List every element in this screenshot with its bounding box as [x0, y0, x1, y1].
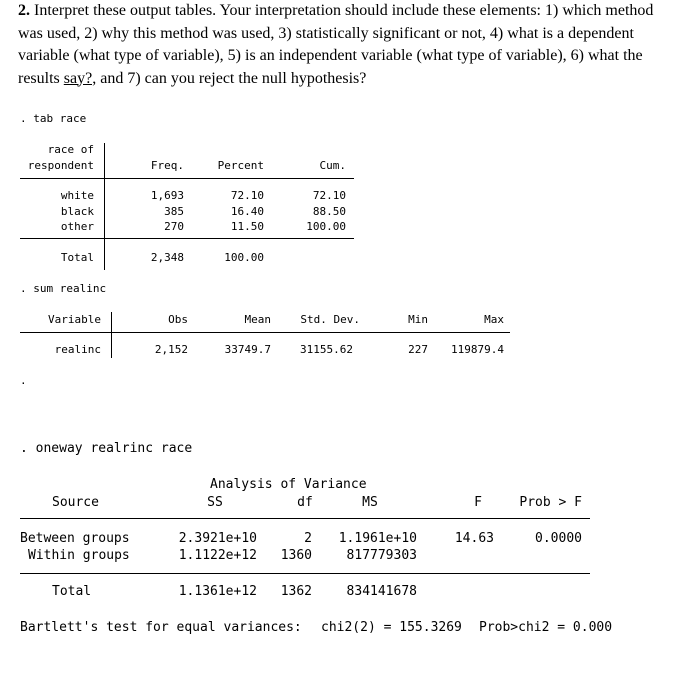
anova-col-df: df [297, 495, 313, 510]
tab-row-freq: 1,693 [150, 189, 184, 202]
bartlett-prob: Prob>chi2 = 0.000 [479, 620, 613, 635]
anova-within-df: 1360 [280, 548, 312, 563]
tab-row-percent: 11.50 [230, 220, 264, 233]
anova-between-f: 14.63 [454, 531, 494, 546]
bartlett-chi: chi2(2) = 155.3269 [321, 620, 462, 635]
anova-total-ss: 1.1361e+12 [178, 584, 257, 599]
tab-row-label: black [60, 205, 94, 218]
sum-col-sd: Std. Dev. [300, 313, 360, 326]
anova-col-prob: Prob > F [519, 495, 582, 510]
anova-total-df: 1362 [280, 584, 312, 599]
question-number: 2. [18, 2, 30, 19]
tab-total-percent: 100.00 [224, 251, 264, 264]
sum-header-rule [20, 332, 510, 333]
sum-col-min: Min [408, 313, 428, 326]
tab-col-cum: Cum. [319, 159, 346, 172]
sum-row-variable: realinc [54, 343, 101, 356]
question-tail: and 7) can you reject the null hypothesis? [100, 69, 367, 87]
anova-between-ss: 2.3921e+10 [178, 531, 257, 546]
anova-between-prob: 0.0000 [535, 531, 582, 546]
tab-row-percent: 16.40 [230, 205, 264, 218]
question-text [18, 0, 658, 90]
tab-row-label: white [60, 189, 94, 202]
tab-total-freq: 2,348 [150, 251, 184, 264]
anova-header-rule [20, 518, 590, 519]
tab-row-label: other [60, 220, 94, 233]
tab-col-freq: Freq. [150, 159, 184, 172]
anova-within-ss: 1.1122e+12 [178, 548, 257, 563]
tab-col-percent: Percent [217, 159, 264, 172]
bartlett-label: Bartlett's test for equal variances: [20, 620, 302, 635]
tab-total-rule [20, 238, 354, 239]
anova-total-ms: 834141678 [346, 584, 417, 599]
anova-between-ms: 1.1961e+10 [338, 531, 417, 546]
sum-row-obs: 2,152 [154, 343, 188, 356]
tab-row-cum: 72.10 [312, 189, 346, 202]
anova-col-f: F [474, 495, 482, 510]
tab-row-percent: 72.10 [230, 189, 264, 202]
anova-total-rule [20, 573, 590, 574]
tab-row-cum: 100.00 [306, 220, 346, 233]
sum-col-max: Max [484, 313, 504, 326]
anova-col-ss: SS [207, 495, 223, 510]
anova-between-label: Between groups [20, 531, 130, 546]
tab-divider [104, 143, 105, 270]
question-lead: Interpret these output tables. Your interpretation should include these elements: 1) which method was used, 2) why this method was used, 3) statistically significant or not, 4) what is a dependent variable (what type of variable), 5) is an independent variable (what type of variable), 6) what the results [18, 2, 654, 87]
stray-dot: . [20, 374, 27, 387]
sum-col-variable: Variable [48, 313, 101, 326]
tab-total-label: Total [60, 251, 94, 264]
tab-header-line1: race of [47, 143, 94, 156]
tab-row-cum: 88.50 [312, 205, 346, 218]
oneway-command: . oneway realrinc race [20, 441, 193, 456]
anova-col-source: Source [52, 495, 99, 510]
tab-header-rule [20, 178, 354, 179]
anova-within-label: Within groups [28, 548, 130, 563]
tab-header-line2: respondent [27, 159, 94, 172]
tab-row-freq: 270 [164, 220, 184, 233]
sum-row-mean: 33749.7 [224, 343, 271, 356]
anova-within-ms: 817779303 [346, 548, 417, 563]
anova-between-df: 2 [304, 531, 312, 546]
question-underlined: say?, [63, 69, 97, 87]
sum-row-min: 227 [408, 343, 428, 356]
anova-total-label: Total [52, 584, 92, 599]
sum-row-sd: 31155.62 [300, 343, 353, 356]
sum-col-mean: Mean [244, 313, 271, 326]
tab-row-freq: 385 [164, 205, 184, 218]
sum-divider [111, 312, 112, 358]
sum-col-obs: Obs [168, 313, 188, 326]
tab-command: . tab race [20, 112, 87, 125]
sum-command: . sum realinc [20, 282, 107, 295]
anova-title: Analysis of Variance [210, 477, 367, 492]
sum-row-max: 119879.4 [451, 343, 504, 356]
anova-col-ms: MS [362, 495, 378, 510]
